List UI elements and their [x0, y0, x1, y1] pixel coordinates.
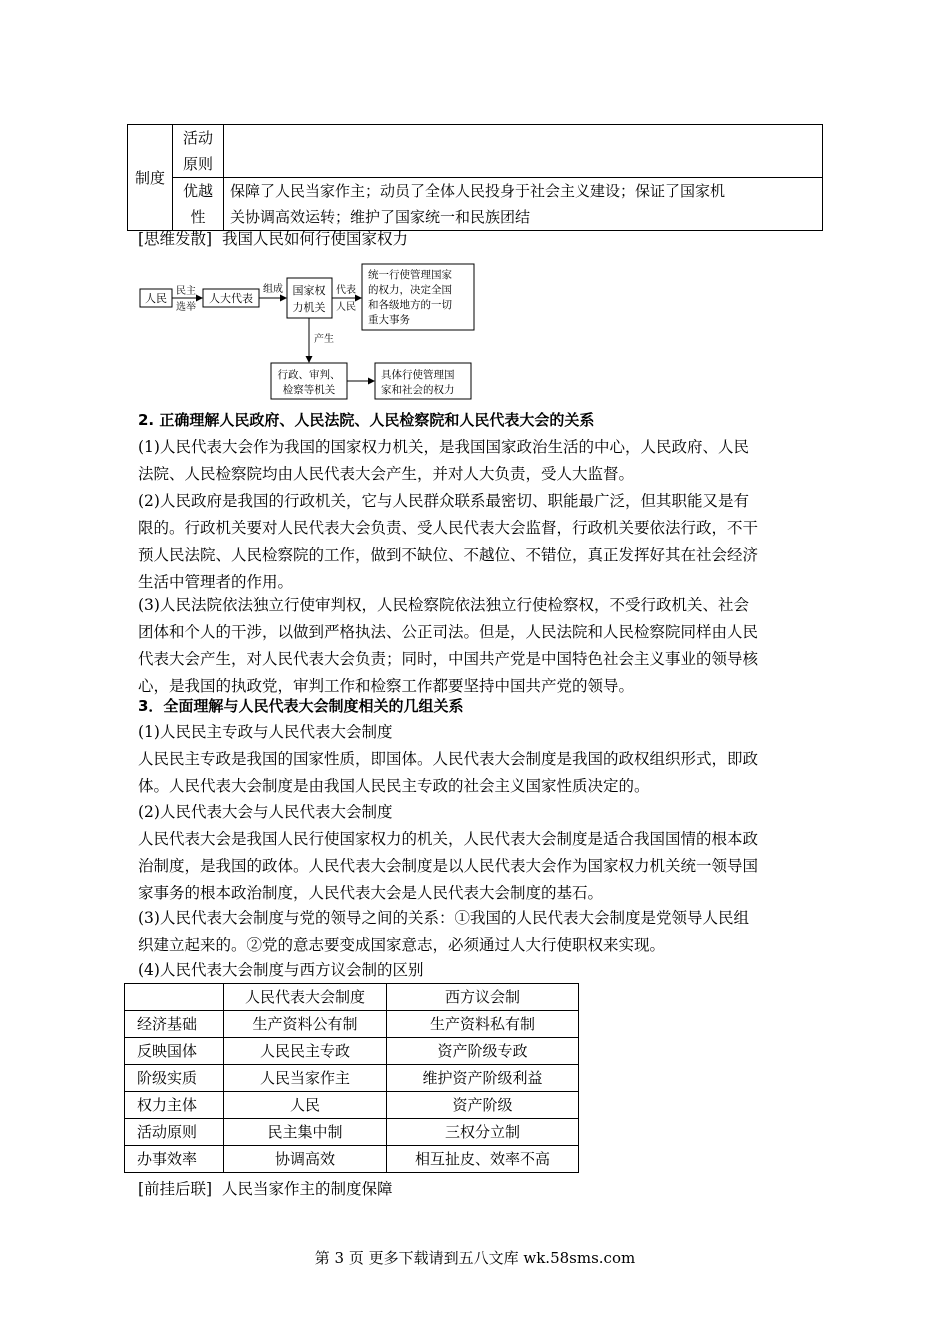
table-cell: 民主集中制 — [224, 1119, 387, 1146]
superiority-label: 优越 性 — [173, 178, 224, 231]
compose-label: 组成 — [263, 284, 283, 295]
elect-top-label: 民主 — [176, 286, 196, 297]
power-line-2: 的权力，决定全国 — [368, 284, 452, 296]
power-line-4: 重大事务 — [368, 314, 410, 326]
power-flow-diagram — [136, 262, 481, 404]
comparison-table — [124, 983, 579, 1173]
organ-line1: 国家权 — [292, 284, 326, 297]
represent-bottom-label: 人民 — [336, 302, 356, 313]
exec-line-1: 具体行使管理国 — [381, 369, 455, 381]
table-cell: 资产阶级 — [387, 1092, 579, 1119]
table-cell: 相互扯皮、效率不高 — [387, 1146, 579, 1173]
table-cell: 生产资料私有制 — [387, 1011, 579, 1038]
thinking-heading: [思维发散] 我国人民如何行使国家权力 — [138, 230, 408, 248]
table-row-label: 制度 — [128, 125, 173, 231]
table-header-cell — [125, 984, 224, 1011]
table-row — [125, 1119, 579, 1146]
section3-heading: 3．全面理解与人民代表大会制度相关的几组关系 — [138, 697, 464, 715]
table-cell: 三权分立制 — [387, 1119, 579, 1146]
table-cell: 人民当家作主 — [224, 1065, 387, 1092]
page-footer: 第 3 页 更多下载请到五八文库 wk.58sms.com — [314, 1249, 636, 1267]
section2-paragraph-2: (2)人民政府是我国的行政机关，它与人民群众联系最密切、职能最广泛，但其职能又是有 限的。行政机关要对人民代表大会负责、受人民代表大会监督，行政机关要依法行政，不干 预人民法院、人民检察院的工作，做到不缺位、不越位、不错位，真正发挥好其在社会经济 生活中管理者的作用。 — [138, 492, 759, 591]
superiority-content: 保障了人民当家作主；动员了全体人民投身于社会主义建设；保证了国家机 关协调高效运转；维护了国家统一和民族团结 — [224, 178, 823, 231]
table-row — [125, 1092, 579, 1119]
section2-paragraph-3: (3)人民法院依法独立行使审判权，人民检察院依法独立行使检察权，不受行政机关、社会 团体和个人的干涉，以做到严格执法、公正司法。但是，人民法院和人民检察院同样由人民 代表大会产生，对人民代表大会负责；同时，中国共产党是中国特色社会主义事业的领导核 心，是我国的执政党，审判工作和检察工作都要坚持中国共产党的领导。 — [138, 596, 759, 695]
activity-principle-content — [224, 125, 823, 178]
link-heading: [前挂后联] 人民当家作主的制度保障 — [138, 1180, 393, 1198]
table-cell: 资产阶级专政 — [387, 1038, 579, 1065]
power-line-3: 和各级地方的一切 — [368, 299, 452, 311]
table-cell: 协调高效 — [224, 1146, 387, 1173]
section2-paragraph-1: (1)人民代表大会作为我国的国家权力机关，是我国国家政治生活的中心，人民政府、人民 法院、人民检察院均由人民代表大会产生，并对人大负责，受人大监督。 — [138, 438, 749, 483]
table-cell: 人民 — [224, 1092, 387, 1119]
elect-bottom-label: 选举 — [176, 302, 196, 313]
table-row — [125, 1038, 579, 1065]
admin-line-1: 行政、审判、 — [277, 369, 341, 381]
section3-sub3-body: (3)人民代表大会制度与党的领导之间的关系：①我国的人民代表大会制度是党领导人民组 织建立起来的。②党的意志要变成国家意志，必须通过人大行使职权来实现。 — [138, 909, 749, 954]
table-header-cell: 西方议会制 — [387, 984, 579, 1011]
table-cell: 人民民主专政 — [224, 1038, 387, 1065]
table-cell: 维护资产阶级利益 — [387, 1065, 579, 1092]
represent-top-label: 代表 — [336, 285, 356, 296]
row-label: 权力主体 — [125, 1092, 224, 1119]
row-label: 经济基础 — [125, 1011, 224, 1038]
row-label: 阶级实质 — [125, 1065, 224, 1092]
table-row — [125, 1011, 579, 1038]
row-label: 活动原则 — [125, 1119, 224, 1146]
exec-line-2: 家和社会的权力 — [381, 384, 455, 396]
table-cell: 生产资料公有制 — [224, 1011, 387, 1038]
section2-heading: 2. 正确理解人民政府、人民法院、人民检察院和人民代表大会的关系 — [138, 411, 595, 429]
produce-label: 产生 — [314, 334, 334, 345]
section3-sub1-body: 人民民主专政是我国的国家性质，即国体。人民代表大会制度是我国的政权组织形式，即政 体。人民代表大会制度是由我国人民民主专政的社会主义国家性质决定的。 — [138, 750, 759, 795]
table-row — [125, 1146, 579, 1173]
table-row — [125, 1065, 579, 1092]
power-line-1: 统一行使管理国家 — [368, 269, 452, 281]
row-label: 办事效率 — [125, 1146, 224, 1173]
section3-sub4-title: (4)人民代表大会制度与西方议会制的区别 — [138, 961, 424, 979]
section3-sub2-title: (2)人民代表大会与人民代表大会制度 — [138, 803, 393, 821]
people-label: 人民 — [145, 292, 167, 305]
table-header-row — [125, 984, 579, 1011]
table-header-cell: 人民代表大会制度 — [224, 984, 387, 1011]
section3-sub2-body: 人民代表大会是我国人民行使国家权力的机关，人民代表大会制度是适合我国国情的根本政 治制度，是我国的政体。人民代表大会制度是以人民代表大会作为国家权力机关统一领导国 家事务的根本政治制度，人民代表大会是人民代表大会制度的基石。 — [138, 830, 759, 902]
row-label: 反映国体 — [125, 1038, 224, 1065]
section3-sub1-title: (1)人民民主专政与人民代表大会制度 — [138, 723, 393, 741]
organ-line2: 力机关 — [292, 301, 326, 314]
npc-label: 人大代表 — [209, 292, 253, 305]
admin-line-2: 检察等机关 — [282, 384, 336, 396]
institution-table — [127, 124, 823, 231]
activity-principle-label: 活动 原则 — [173, 125, 224, 178]
